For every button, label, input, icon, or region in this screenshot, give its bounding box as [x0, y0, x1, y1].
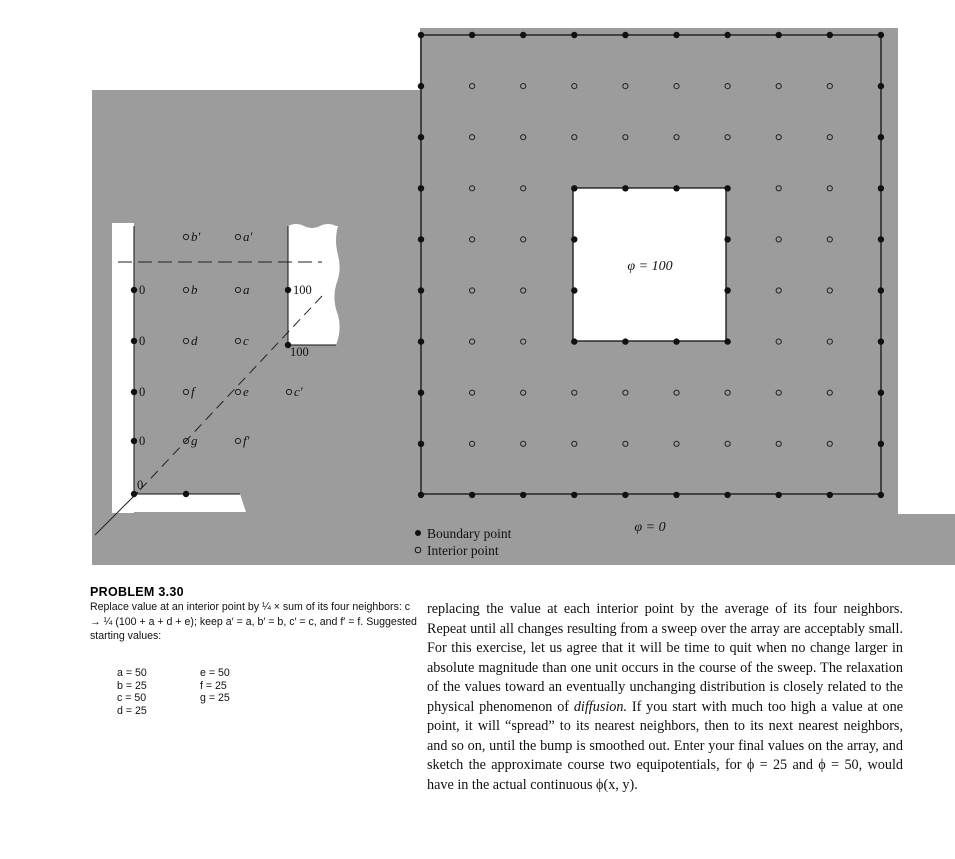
boundary-point: [878, 83, 884, 89]
paragraph-part-2: If you start with much too high a value at one point, it will “spread” to its nearest neighbors, then to its next nearest neighbors, and so on, until the bump is smoothed out. Enter your final values on the array, and sketch the approximate course two equipotentials, for ϕ = 25 and ϕ = 50, would have in the actual continuous ϕ(x, y).: [427, 698, 903, 793]
value-e: e = 50: [200, 667, 230, 679]
value-g: g = 25: [200, 692, 230, 704]
boundary-value-100-bottom: 100: [290, 345, 309, 359]
boundary-point: [418, 83, 424, 89]
boundary-point: [673, 492, 679, 498]
boundary-point: [520, 32, 526, 38]
label-f-prime: f′: [243, 433, 250, 448]
boundary-point: [673, 185, 679, 191]
label-b-prime: b′: [191, 229, 201, 244]
paragraph-part-1: replacing the value at each interior point by the average of its four neighbors. Repeat until all changes resulting from a sweep over the array are acceptably small. For this exercise, let us agree that it will be time to quit when no change larger in absolute magnitude than one unit occurs in the course of the sweep. The relaxation of the values toward an eventually unchanging distribution is closely related to the physical phenomenon of: [427, 601, 903, 715]
label-b: b: [191, 282, 198, 297]
boundary-point: [469, 32, 475, 38]
figure-background: [92, 28, 955, 565]
boundary-point: [673, 338, 679, 344]
left-base-strip: [92, 512, 422, 565]
boundary-point: [418, 390, 424, 396]
boundary-point: [418, 32, 424, 38]
boundary-point: [827, 32, 833, 38]
boundary-point: [724, 338, 730, 344]
value-c: c = 50: [117, 692, 147, 704]
boundary-point: [571, 287, 577, 293]
label-c-prime: c′: [294, 384, 303, 399]
boundary-point: [571, 185, 577, 191]
boundary-point: [878, 287, 884, 293]
label-d: d: [191, 333, 198, 348]
boundary-point: [418, 492, 424, 498]
value-b: b = 25: [117, 679, 147, 692]
boundary-point: [724, 287, 730, 293]
left-wall: [112, 223, 134, 513]
paragraph-italic: diffusion.: [573, 698, 628, 715]
boundary-point: [622, 338, 628, 344]
value-d: d = 25: [117, 704, 147, 717]
boundary-point: [878, 32, 884, 38]
label-c: c: [243, 333, 249, 348]
label-g: g: [191, 433, 198, 448]
boundary-point: [724, 492, 730, 498]
boundary-point: [878, 134, 884, 140]
boundary-point: [878, 390, 884, 396]
label-e: e: [243, 384, 249, 399]
boundary-point: [571, 32, 577, 38]
boundary-point: [724, 236, 730, 242]
boundary-point: [776, 32, 782, 38]
label-f: f: [191, 384, 195, 399]
problem-text: Replace value at an interior point by ¼ × sum of its four neighbors: c → ¼ (100 + a + d + e); keep a′ = a, b′ = b, c′ = c, and f′ = f. Suggested starting values:: [90, 601, 417, 642]
outer-label: φ = 0: [634, 520, 666, 535]
boundary-point: [827, 492, 833, 498]
boundary-value-0-row4: 0: [139, 434, 146, 448]
boundary-point: [418, 338, 424, 344]
boundary-point: [724, 185, 730, 191]
body-paragraph: [427, 600, 903, 795]
value-a: a = 50: [117, 667, 147, 679]
label-a: a: [243, 282, 250, 297]
boundary-point: [776, 492, 782, 498]
boundary-point: [673, 32, 679, 38]
boundary-value-0-row3: 0: [139, 385, 146, 399]
label-a-prime: a′: [243, 229, 253, 244]
boundary-value-0-row2: 0: [139, 334, 146, 348]
boundary-point: [418, 236, 424, 242]
boundary-point: [571, 236, 577, 242]
boundary-value-100-top: 100: [293, 283, 312, 297]
boundary-point: [878, 338, 884, 344]
boundary-point: [418, 441, 424, 447]
boundary-point: [724, 32, 730, 38]
values-column-2: [200, 667, 230, 705]
legend-interior-label: Interior point: [427, 543, 499, 558]
legend-boundary-label: Boundary point: [427, 526, 512, 541]
boundary-value-0-corner: 0: [137, 478, 144, 492]
values-column-1: [117, 667, 147, 717]
boundary-point: [571, 338, 577, 344]
boundary-point: [622, 492, 628, 498]
boundary-point: [469, 492, 475, 498]
bottom-wall: [112, 494, 246, 512]
boundary-point: [418, 185, 424, 191]
boundary-value-0-row1: 0: [139, 283, 146, 297]
boundary-point: [622, 185, 628, 191]
boundary-point: [571, 492, 577, 498]
boundary-point: [418, 287, 424, 293]
boundary-point: [878, 441, 884, 447]
boundary-point: [418, 134, 424, 140]
boundary-point: [878, 236, 884, 242]
legend-boundary-dot: [415, 530, 421, 536]
boundary-point: [520, 492, 526, 498]
boundary-point: [878, 492, 884, 498]
problem-title: PROBLEM 3.30: [90, 585, 184, 599]
value-f: f = 25: [200, 679, 227, 692]
inner-label: φ = 100: [627, 259, 673, 274]
boundary-point: [622, 32, 628, 38]
boundary-point: [878, 185, 884, 191]
